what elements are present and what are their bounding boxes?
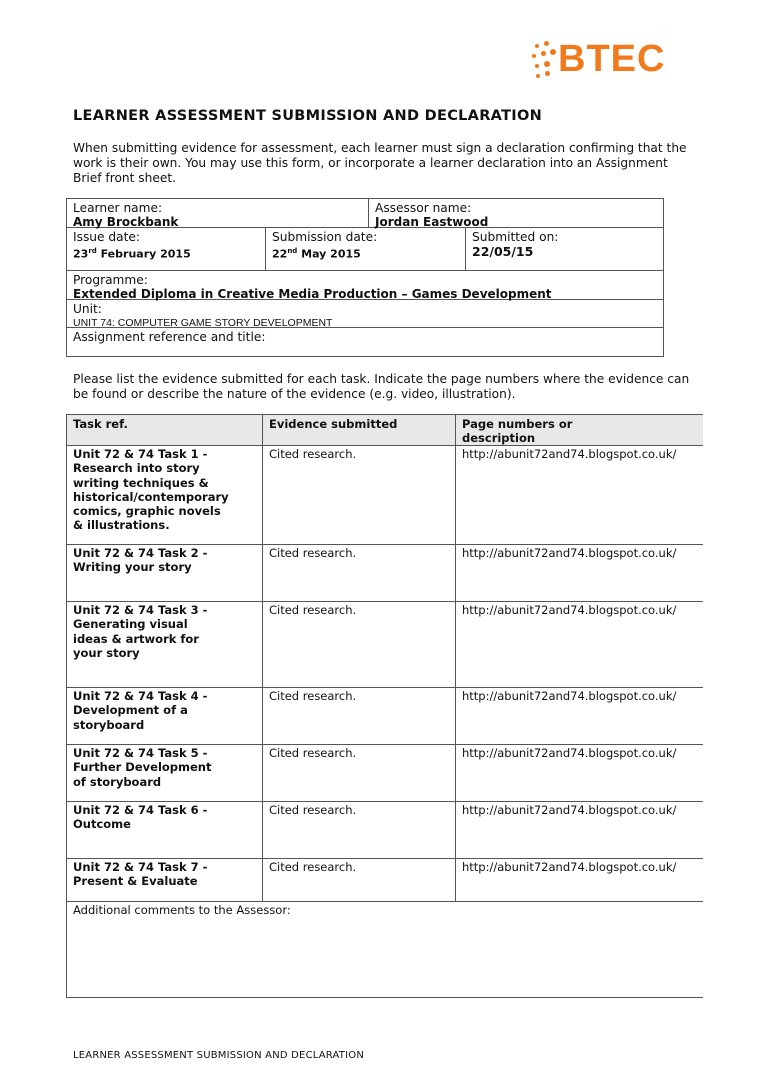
footer-text: LEARNER ASSESSMENT SUBMISSION AND DECLARATION [73, 1050, 365, 1061]
evidence-cell: Cited research. [263, 445, 456, 544]
btec-logo: BTEC [530, 38, 700, 94]
page-numbers-cell: http://abunit72and74.blogspot.co.uk/ [462, 746, 677, 760]
page-title: LEARNER ASSESSMENT SUBMISSION AND DECLARATION [73, 108, 543, 124]
header-task-ref: Task ref. [67, 415, 263, 445]
programme-cell: Programme: Extended Diploma in Creative Media Production – Games Development [67, 271, 663, 300]
assessor-cell: Assessor name: Jordan Eastwood [369, 199, 663, 228]
evidence-cell: Cited research. [263, 744, 456, 801]
issue-date-cell: Issue date: 23rd February 2015 [67, 228, 266, 271]
intro-text: When submitting evidence for assessment, each learner must sign a declaration confirming that the work is their own. You may use this form, or incorporate a learner declaration into an Assignment Brief front sheet. [73, 141, 687, 185]
submitted-on-cell: Submitted on: 22/05/15 [466, 228, 663, 271]
details-table [66, 198, 664, 357]
task-ref-cell: Unit 72 & 74 Task 5 - Further Development of storyboard [67, 744, 263, 801]
assessor-name: Jordan Eastwood [375, 215, 489, 229]
learner-cell: Learner name: Amy Brockbank [67, 199, 369, 228]
unit-cell: Unit: UNIT 74: COMPUTER GAME STORY DEVELOPMENT [67, 300, 663, 328]
task-ref-cell: Unit 72 & 74 Task 7 - Present & Evaluate [67, 858, 263, 901]
evidence-cell: Cited research. [263, 801, 456, 858]
task-ref-cell: Unit 72 & 74 Task 2 - Writing your story [67, 544, 263, 601]
learner-name: Amy Brockbank [73, 215, 179, 229]
task-ref-cell: Unit 72 & 74 Task 3 - Generating visual ideas & artwork for your story [67, 601, 263, 687]
task-ref-cell: Unit 72 & 74 Task 1 - Research into story writing techniques & historical/contemporary comics, graphic novels & illustrations. [67, 445, 263, 544]
table-row [67, 744, 703, 802]
header-pages: Page numbers or description [462, 417, 573, 446]
table-row [67, 445, 703, 545]
page-numbers-cell: http://abunit72and74.blogspot.co.uk/ [462, 603, 677, 617]
page-numbers-cell: http://abunit72and74.blogspot.co.uk/ [462, 803, 677, 817]
task-ref-cell: Unit 72 & 74 Task 6 - Outcome [67, 801, 263, 858]
page-numbers-cell: http://abunit72and74.blogspot.co.uk/ [462, 447, 677, 461]
evidence-cell: Cited research. [263, 687, 456, 744]
task-ref-cell: Unit 72 & 74 Task 4 - Development of a storyboard [67, 687, 263, 744]
evidence-cell: Cited research. [263, 544, 456, 601]
evidence-table [66, 414, 703, 998]
comments-label: Additional comments to the Assessor: [73, 903, 291, 917]
table-row [67, 601, 703, 688]
submission-date-cell: Submission date: 22nd May 2015 [266, 228, 466, 271]
page-numbers-cell: http://abunit72and74.blogspot.co.uk/ [462, 689, 677, 703]
evidence-intro: Please list the evidence submitted for each task. Indicate the page numbers where the evidence can be found or describe the nature of the evidence (e.g. video, illustration). [73, 372, 690, 401]
evidence-cell: Cited research. [263, 601, 456, 687]
header-evidence: Evidence submitted [263, 415, 456, 445]
table-header [67, 415, 703, 446]
table-row [67, 858, 703, 902]
assignment-cell: Assignment reference and title: [73, 330, 266, 344]
table-row [67, 801, 703, 859]
table-row [67, 687, 703, 745]
page-numbers-cell: http://abunit72and74.blogspot.co.uk/ [462, 546, 677, 560]
table-row [67, 544, 703, 602]
evidence-cell: Cited research. [263, 858, 456, 901]
page-numbers-cell: http://abunit72and74.blogspot.co.uk/ [462, 860, 677, 874]
